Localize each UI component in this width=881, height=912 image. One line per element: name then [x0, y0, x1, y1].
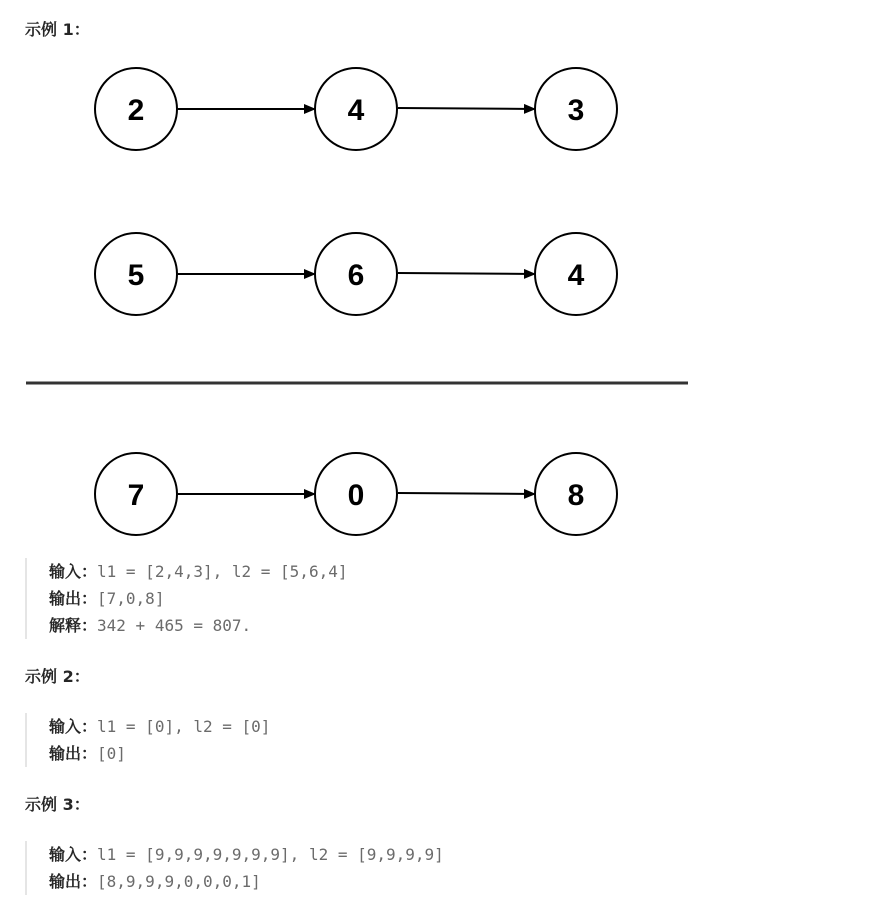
node-value: 2 [127, 94, 145, 127]
list-row-2 [95, 233, 617, 315]
list-node [315, 68, 397, 150]
output-line [49, 868, 444, 895]
node-value: 4 [567, 259, 585, 292]
list-row-1 [95, 68, 617, 150]
input-line [49, 713, 270, 740]
list-node [95, 68, 177, 150]
node-value: 3 [567, 94, 585, 127]
input-label: 输入： [49, 717, 98, 736]
example-1-block [25, 558, 347, 639]
list-node [95, 233, 177, 315]
input-label: 输入： [49, 845, 98, 864]
list-node [95, 453, 177, 535]
node-value: 0 [347, 479, 365, 512]
output-label: 输出： [49, 744, 98, 763]
output-line [49, 740, 270, 767]
list-node [315, 453, 397, 535]
arrow [398, 493, 535, 494]
input-value: l1 = [0], l2 = [0] [97, 717, 271, 736]
input-value: l1 = [2,4,3], l2 = [5,6,4] [97, 562, 348, 581]
example-1-heading: 示例 1： [25, 20, 90, 39]
output-value: [7,0,8] [97, 589, 165, 608]
input-label: 输入： [49, 562, 98, 581]
example-2-block [25, 713, 270, 767]
example-3-heading: 示例 3： [25, 795, 90, 814]
node-value: 4 [347, 94, 365, 127]
output-label: 输出： [49, 589, 98, 608]
node-value: 5 [127, 259, 145, 292]
output-label: 输出： [49, 872, 98, 891]
explanation-label: 解释： [49, 616, 98, 635]
explanation-value: 342 + 465 = 807. [97, 616, 252, 635]
node-value: 7 [127, 479, 145, 512]
linked-list-diagram [0, 55, 700, 540]
list-node [315, 233, 397, 315]
list-node [535, 68, 617, 150]
input-line [49, 558, 347, 585]
output-value: [0] [97, 744, 126, 763]
output-line [49, 585, 347, 612]
input-value: l1 = [9,9,9,9,9,9,9], l2 = [9,9,9,9] [97, 845, 444, 864]
input-line [49, 841, 444, 868]
arrow [398, 108, 535, 109]
node-value: 6 [347, 259, 365, 292]
list-node [535, 233, 617, 315]
example-2-heading: 示例 2： [25, 667, 90, 686]
node-value: 8 [567, 479, 585, 512]
result-row [95, 453, 617, 535]
explanation-line [49, 612, 347, 639]
output-value: [8,9,9,9,0,0,0,1] [97, 872, 261, 891]
list-node [535, 453, 617, 535]
example-3-block [25, 841, 444, 895]
arrow [398, 273, 535, 274]
